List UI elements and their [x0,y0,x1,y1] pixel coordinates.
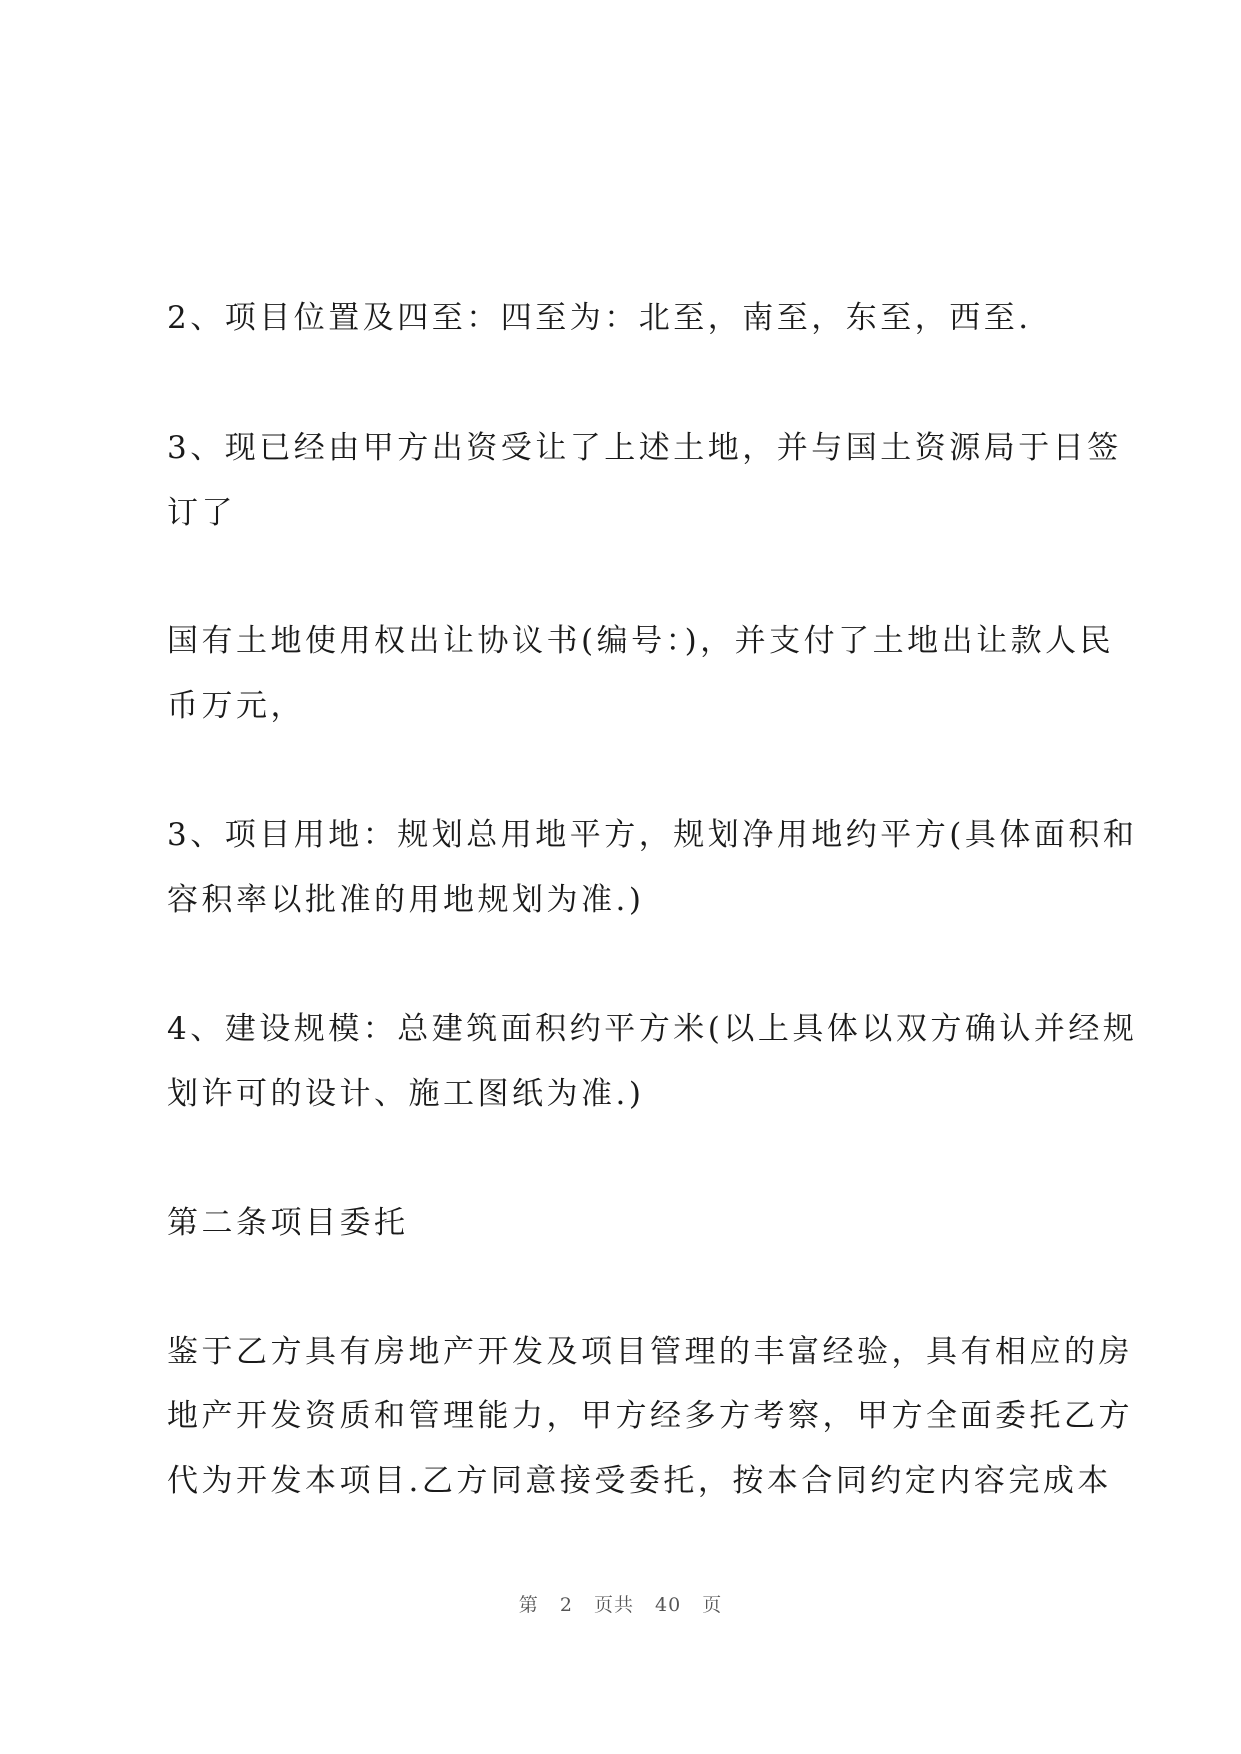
paragraph-line: 容积率以批准的用地规划为准.) [167,882,645,918]
paragraph-line: 3、项目用地：规划总用地平方，规划净用地约平方(具体面积和 [167,817,1138,853]
paragraph-line: 划许可的设计、施工图纸为准.) [167,1076,645,1112]
paragraph-line: 4、建设规模：总建筑面积约平方米(以上具体以双方确认并经规 [167,1011,1138,1047]
section-heading: 第二条项目委托 [167,1205,409,1241]
paragraph-line: 订了 [167,495,236,531]
paragraph-line: 国有土地使用权出让协议书(编号：)，并支付了土地出让款人民 [167,623,1115,659]
paragraph-line: 3、现已经由甲方出资受让了上述土地，并与国土资源局于日签 [167,430,1122,466]
paragraph-line: 代为开发本项目.乙方同意接受委托，按本合同约定内容完成本 [167,1463,1112,1499]
page-number-footer: 第 2 页共 40 页 [518,1594,723,1616]
paragraph-line: 币万元， [167,688,305,724]
paragraph-line: 2、项目位置及四至：四至为：北至，南至，东至，西至. [167,300,1032,336]
paragraph-line: 鉴于乙方具有房地产开发及项目管理的丰富经验，具有相应的房 [167,1334,1133,1370]
paragraph-line: 地产开发资质和管理能力，甲方经多方考察，甲方全面委托乙方 [167,1398,1133,1434]
